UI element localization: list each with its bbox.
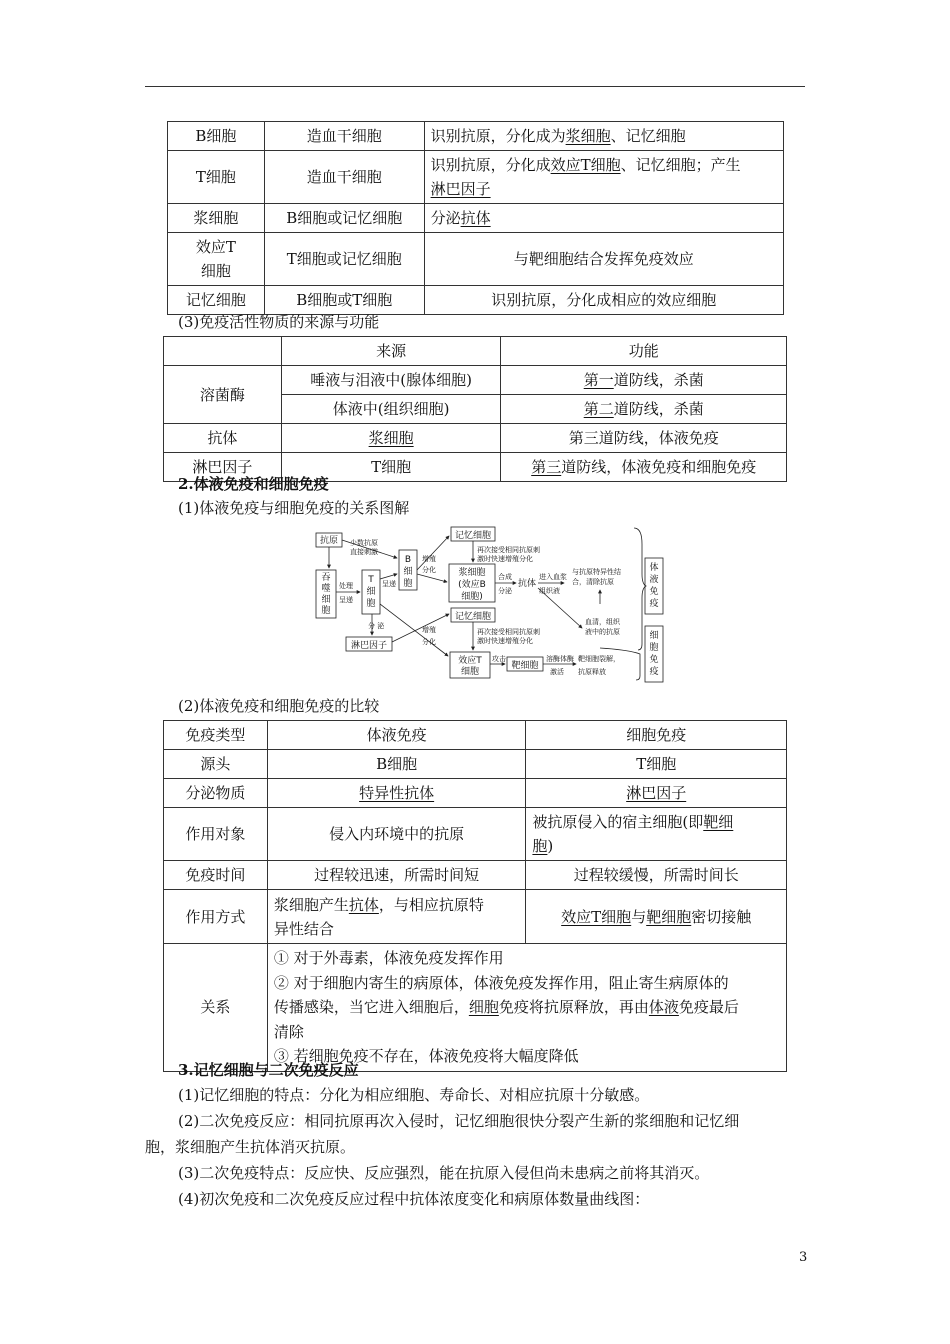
svg-text:抗体: 抗体	[517, 579, 537, 589]
svg-text:处理: 处理	[339, 582, 353, 590]
body-paragraphs: (1)记忆细胞的特点：分化为相应细胞、寿命长、对相应抗原十分敏感。 (2)二次免疫反应：相同抗原再次入侵时，记忆细胞很快分裂产生新的浆细胞和记忆细 胞，浆细胞产生抗体消灭抗原。 (3)二次免疫特点：反应快、反应强烈，能在抗原入侵但尚未患病之前将其消灭。 (4)初次免疫和二次免疫反应过程中抗体浓度变化和病原体数量曲线图：	[145, 1086, 740, 1208]
header-rule	[145, 86, 805, 87]
immune-diagram	[310, 524, 672, 684]
svg-text:细: 细	[366, 587, 376, 597]
subsection-title: (2)体液免疫和细胞免疫的比较	[178, 697, 380, 715]
active-substance-table	[163, 336, 787, 482]
svg-text:记忆细胞: 记忆细胞	[454, 612, 492, 622]
svg-text:血清，组织: 血清，组织	[585, 618, 620, 626]
table-row: 浆细胞 B细胞或记忆细胞 分泌抗体	[168, 204, 784, 233]
svg-text:体: 体	[649, 563, 659, 573]
table-row: B细胞 造血干细胞 识别抗原，分化成为浆细胞、记忆细胞	[168, 122, 784, 151]
svg-text:(效应B: (效应B	[458, 580, 486, 590]
svg-text:溶酶体酶: 溶酶体酶	[546, 655, 574, 663]
table-row: 抗体 浆细胞 第三道防线，体液免疫	[164, 424, 787, 453]
svg-text:组织液: 组织液	[539, 587, 560, 595]
svg-text:疫: 疫	[649, 599, 659, 609]
svg-text:攻击: 攻击	[492, 655, 506, 663]
svg-text:分 泌: 分 泌	[368, 622, 385, 630]
svg-text:B: B	[404, 555, 412, 565]
page-number: 3	[799, 1250, 808, 1265]
svg-text:胞: 胞	[366, 599, 376, 609]
subsection-title: (1)体液免疫与细胞免疫的关系图解	[178, 499, 410, 517]
svg-text:记忆细胞: 记忆细胞	[454, 531, 492, 541]
table-row: 淋巴因子 T细胞 第三道防线，体液免疫和细胞免疫	[164, 453, 787, 482]
svg-text:激活: 激活	[550, 668, 564, 676]
table-row: 体液中(组织细胞) 第二道防线，杀菌	[164, 395, 787, 424]
svg-text:细胞: 细胞	[460, 667, 480, 677]
table-row: 作用对象 侵入内环境中的抗原 被抗原侵入的宿主细胞(即靶细 胞)	[164, 808, 787, 861]
svg-text:分化: 分化	[422, 638, 436, 646]
svg-text:呈递: 呈递	[382, 580, 396, 588]
svg-text:增殖: 增殖	[422, 555, 436, 563]
table-row: 溶菌酶 唾液与泪液中(腺体细胞) 第一道防线，杀菌	[164, 366, 787, 395]
svg-text:激时快速增殖分化: 激时快速增殖分化	[477, 555, 533, 563]
table-header-row: 免疫类型 体液免疫 细胞免疫	[164, 721, 787, 750]
table-row: 效应T 细胞 T细胞或记忆细胞 与靶细胞结合发挥免疫效应	[168, 233, 784, 286]
svg-text:免: 免	[649, 587, 659, 597]
svg-text:液: 液	[649, 575, 659, 585]
svg-text:液中的抗原: 液中的抗原	[585, 628, 620, 636]
svg-text:吞: 吞	[321, 573, 331, 583]
svg-text:T: T	[368, 575, 374, 585]
svg-text:靶细胞: 靶细胞	[511, 661, 539, 671]
svg-text:分泌: 分泌	[498, 587, 512, 595]
svg-text:靶细胞裂解，: 靶细胞裂解，	[578, 655, 620, 663]
svg-text:激时快速增殖分化: 激时快速增殖分化	[477, 637, 533, 645]
svg-text:细: 细	[321, 595, 331, 605]
subsection-title: (3)免疫活性物质的来源与功能	[178, 313, 380, 331]
cell-table	[167, 121, 784, 315]
table-row: 记忆细胞 B细胞或T细胞 识别抗原，分化成相应的效应细胞	[168, 286, 784, 315]
section-title: 3.记忆细胞与二次免疫反应	[178, 1061, 359, 1079]
svg-text:直接刺激: 直接刺激	[350, 548, 378, 556]
svg-text:胞: 胞	[649, 643, 659, 653]
svg-text:与抗原特异性结: 与抗原特异性结	[572, 568, 621, 576]
svg-text:噬: 噬	[321, 584, 331, 594]
svg-text:增殖: 增殖	[422, 626, 436, 634]
svg-text:分化: 分化	[422, 566, 436, 574]
svg-text:淋巴因子: 淋巴因子	[350, 641, 388, 651]
section-title: 2.体液免疫和细胞免疫	[178, 475, 329, 493]
svg-text:疫: 疫	[649, 667, 659, 677]
comparison-table	[163, 720, 787, 1072]
svg-text:胞: 胞	[321, 606, 331, 616]
table-row: 源头 B细胞 T细胞	[164, 750, 787, 779]
svg-text:抗原释放: 抗原释放	[578, 668, 606, 676]
svg-text:合成: 合成	[498, 573, 512, 581]
table-row: 作用方式 浆细胞产生抗体，与相应抗原特 异性结合 效应T细胞与靶细胞密切接触	[164, 890, 787, 944]
diagram-antigen-label: 抗原	[319, 536, 339, 546]
table-header-row: 来源 功能	[164, 337, 787, 366]
svg-text:效应T: 效应T	[458, 656, 482, 666]
svg-text:细胞): 细胞)	[461, 592, 483, 602]
svg-text:胞: 胞	[403, 579, 413, 589]
svg-text:浆细胞: 浆细胞	[458, 568, 486, 578]
svg-text:呈递: 呈递	[339, 596, 353, 604]
table-row: 分泌物质 特异性抗体 淋巴因子	[164, 779, 787, 808]
table-row: 关系 ① 对于外毒素，体液免疫发挥作用 ② 对于细胞内寄生的病原体，体液免疫发挥作用，阻止寄生病原体的 传播感染，当它进入细胞后，细胞免疫将抗原释放，再由体液免疫最后 清除 ③ 若细胞免疫不存在，体液免疫将大幅度降低	[164, 944, 787, 1072]
svg-text:再次接受相同抗原刺: 再次接受相同抗原刺	[477, 546, 540, 554]
svg-text:合，清除抗原: 合，清除抗原	[572, 578, 614, 586]
table-row: T细胞 造血干细胞 识别抗原，分化成效应T细胞、记忆细胞；产生 淋巴因子	[168, 151, 784, 204]
svg-text:少数抗原: 少数抗原	[350, 539, 378, 547]
svg-text:细: 细	[403, 567, 413, 577]
svg-text:再次接受相同抗原刺: 再次接受相同抗原刺	[477, 628, 540, 636]
svg-text:细: 细	[649, 631, 659, 641]
svg-text:免: 免	[649, 655, 659, 665]
svg-text:进入血浆: 进入血浆	[539, 573, 567, 581]
table-row: 免疫时间 过程较迅速，所需时间短 过程较缓慢，所需时间长	[164, 861, 787, 890]
